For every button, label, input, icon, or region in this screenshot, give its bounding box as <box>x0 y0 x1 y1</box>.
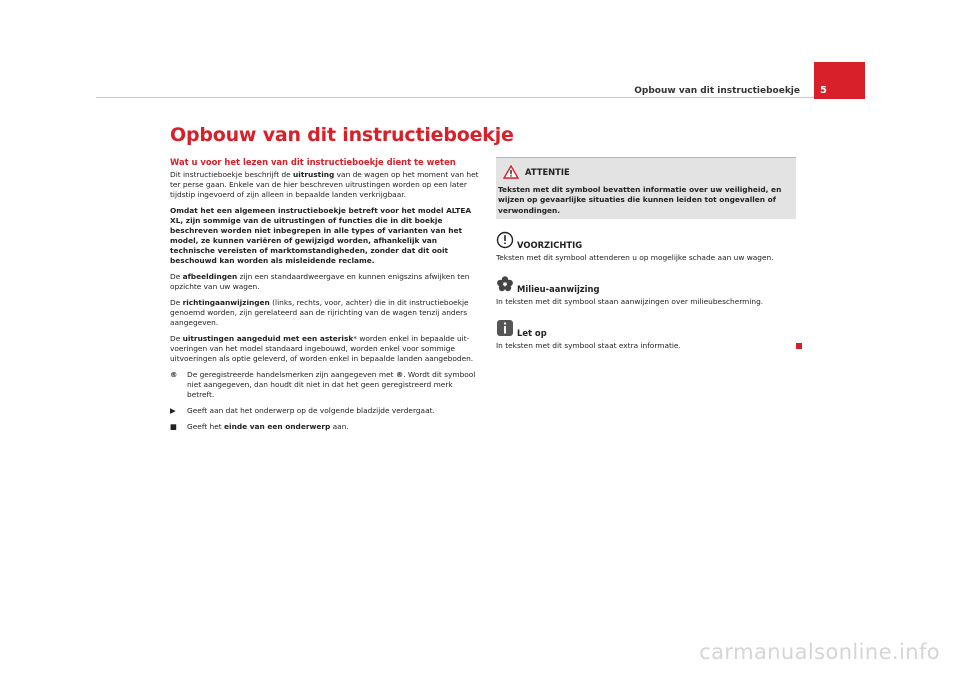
section-subtitle: Wat u voor het lezen van dit instructieboekje dient te weten <box>170 157 456 167</box>
attentie-text: Teksten met dit symbool bevatten informatie over uw veiligheid, en wijzen op gevaarlijke situaties die kunnen leiden tot ongevallen of verwondingen. <box>498 185 782 215</box>
registered-symbol-icon: ® <box>170 370 178 379</box>
caution-exclamation-icon <box>496 231 514 249</box>
header-rule <box>96 97 814 98</box>
arrow-right-icon: ▶ <box>170 406 176 415</box>
page-number: 5 <box>820 85 827 96</box>
paragraph-disclaimer: Omdat het een algemeen instructieboekje betreft voor het model ALTEA XL, zijn sommige van de uitrustingen of functies die in dit boekje beschreven worden niet inbegrepen in alle types of varianten van het model, ze kunnen variëren of gewijzigd worden, afhankelijk van technische vereisten of marktomstandigheden, zonder dat dit ooit beschouwd kan worden als misleidende reclame. <box>170 206 472 265</box>
warning-triangle-icon <box>503 165 519 179</box>
left-column <box>170 157 482 438</box>
bullet-continues: ▶ Geeft aan dat het onderwerp op de volgende bladzijde verdergaat. <box>170 406 435 415</box>
milieu-section <box>496 273 796 307</box>
running-header-title: Opbouw van dit instructieboekje <box>634 86 800 96</box>
info-icon <box>496 319 514 337</box>
bullet-end-of-topic: ■ Geeft het einde van een onderwerp aan. <box>170 422 349 431</box>
voorzichtig-text: Teksten met dit symbool attenderen u op mogelijke schade aan uw wagen. <box>496 253 774 262</box>
attentie-title: ATTENTIE <box>525 167 570 177</box>
watermark: carmanualsonline.info <box>699 640 940 664</box>
milieu-text: In teksten met dit symbool staan aanwijzingen over milieubescherming. <box>496 297 764 306</box>
right-column <box>496 157 796 351</box>
milieu-title: Milieu-aanwijzing <box>517 284 600 294</box>
letop-section <box>496 317 796 351</box>
voorzichtig-title: VOORZICHTIG <box>517 240 583 250</box>
page-title: Opbouw van dit instructieboekje <box>170 124 514 146</box>
letop-text: In teksten met dit symbool staat extra informatie. <box>496 341 681 350</box>
section-end-mark-icon <box>796 343 802 349</box>
paragraph-asterisk: De uitrustingen aangeduid met een asterisk* worden enkel in bepaalde uitvoeringen van het model standaard ingebouwd, worden enkel voor sommige uitvoeringen als optie geleverd, of worden enkel in bepaalde landen aangeboden. <box>170 334 474 363</box>
paragraph-uitrusting: Dit instructieboekje beschrijft de uitrusting van de wagen op het moment van het ter perse gaan. Enkele van de hier beschreven uitrustingen worden op een later tijdstip ingevoerd of zijn alleen in bepaalde landen verkrijgbaar. <box>170 170 479 199</box>
voorzichtig-section <box>496 229 796 263</box>
paragraph-richtingaanwijzingen: De richtingaanwijzingen (links, rechts, voor, achter) die in dit instructieboekje genoemd worden, zijn gerelateerd aan de rijrichting van de wagen tenzij anders aangegeven. <box>170 298 469 327</box>
attentie-box <box>496 157 796 219</box>
environment-flower-icon <box>496 275 514 293</box>
paragraph-afbeeldingen: De afbeeldingen zijn een standaardweergave en kunnen enigszins afwijken ten opzichte van uw wagen. <box>170 272 470 291</box>
page-number-tab <box>814 62 865 99</box>
end-square-icon: ■ <box>170 422 177 431</box>
bullet-registered-trademark: ® De geregistreerde handelsmerken zijn aangegeven met ®. Wordt dit symbool niet aangegeven, dan houdt dit niet in dat het geen geregistreerd merk betreft. <box>170 370 476 399</box>
letop-title: Let op <box>517 328 547 338</box>
